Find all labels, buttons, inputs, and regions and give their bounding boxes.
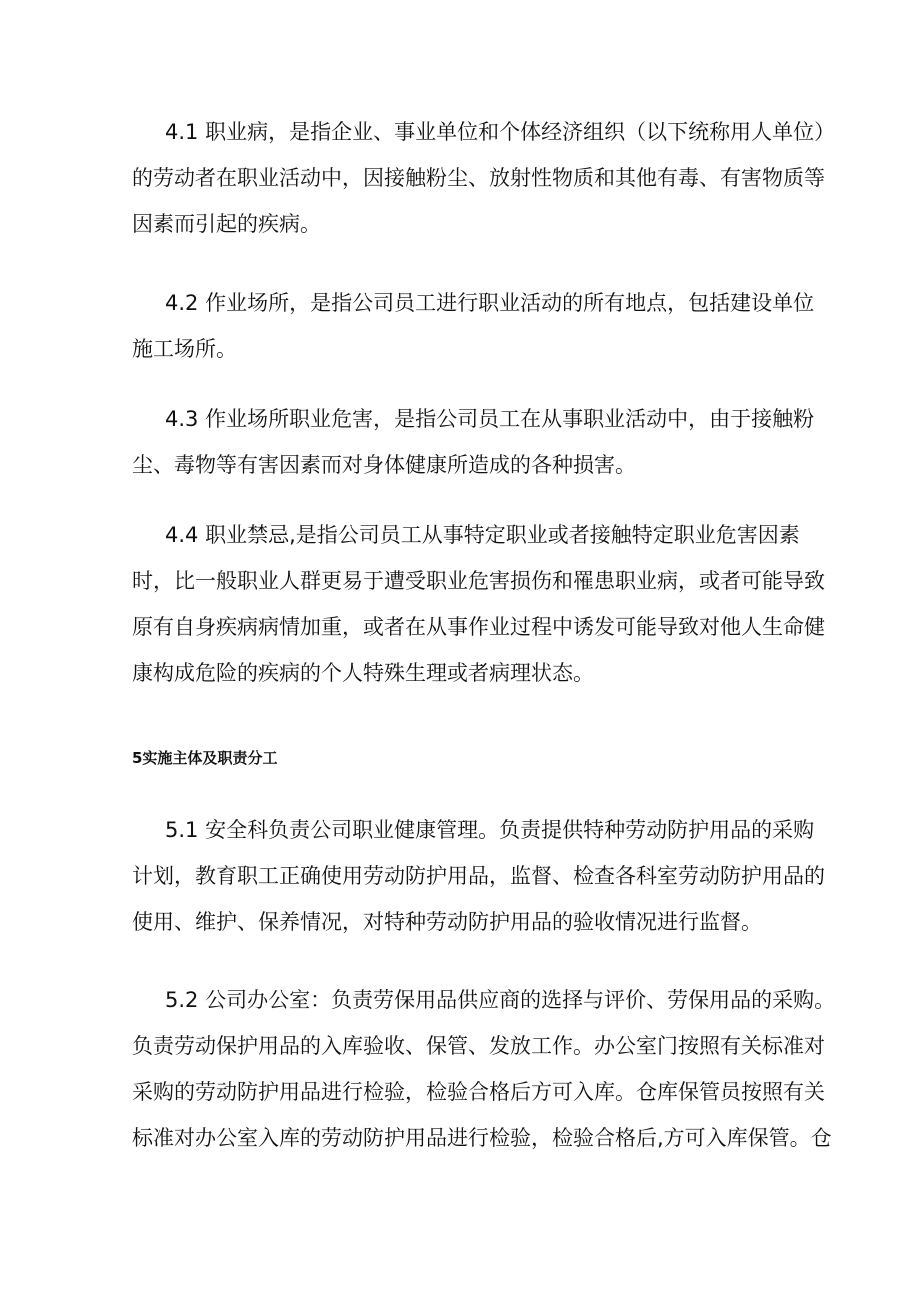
- paragraph-4-4: [132, 512, 825, 696]
- text-line: 的劳动者在职业活动中，因接触粉尘、放射性物质和其他有毒、有害物质等: [132, 166, 825, 190]
- text-line: 因素而引起的疾病。: [132, 212, 321, 236]
- text-line: 4.4 职业禁忌,是指公司员工从事特定职业或者接触特定职业危害因素: [165, 523, 800, 547]
- paragraph-5-2: [132, 977, 836, 1161]
- text-line: 施工场所。: [132, 337, 237, 361]
- paragraph-4-3: [132, 396, 815, 488]
- text-line: 原有自身疾病病情加重，或者在从事作业过程中诱发可能导致对他人生命健: [132, 615, 825, 639]
- section-heading: 5实施主体及职责分工: [132, 749, 278, 767]
- paragraph-4-1: [132, 109, 836, 247]
- text-line: 标准对办公室入库的劳动防护用品进行检验，检验合格后,方可入库保管。仓: [132, 1126, 832, 1150]
- text-line: 负责劳动保护用品的入库验收、保管、发放工作。办公室门按照有关标准对: [132, 1034, 825, 1058]
- text-line: 尘、毒物等有害因素而对身体健康所造成的各种损害。: [132, 453, 636, 477]
- text-line: 5.2 公司办公室：负责劳保用品供应商的选择与评价、劳保用品的采购。: [165, 988, 836, 1012]
- paragraph-4-2: [132, 280, 815, 372]
- text-line: 时，比一般职业人群更易于遭受职业危害损伤和罹患职业病，或者可能导致: [132, 569, 825, 593]
- text-line: 采购的劳动防护用品进行检验，检验合格后方可入库。仓库保管员按照有关: [132, 1080, 825, 1104]
- text-line: 使用、维护、保养情况，对特种劳动防护用品的验收情况进行监督。: [132, 910, 762, 934]
- text-line: 4.2 作业场所，是指公司员工进行职业活动的所有地点，包括建设单位: [165, 291, 815, 315]
- text-line: 康构成危险的疾病的个人特殊生理或者病理状态。: [132, 661, 594, 685]
- text-line: 5.1 安全科负责公司职业健康管理。负责提供特种劳动防护用品的采购: [165, 818, 815, 842]
- paragraph-5-1: [132, 807, 825, 945]
- text-line: 4.3 作业场所职业危害，是指公司员工在从事职业活动中，由于接触粉: [165, 407, 815, 431]
- text-line: 计划，教育职工正确使用劳动防护用品，监督、检查各科室劳动防护用品的: [132, 864, 825, 888]
- text-line: 4.1 职业病，是指企业、事业单位和个体经济组织（以下统称用人单位）: [165, 120, 836, 144]
